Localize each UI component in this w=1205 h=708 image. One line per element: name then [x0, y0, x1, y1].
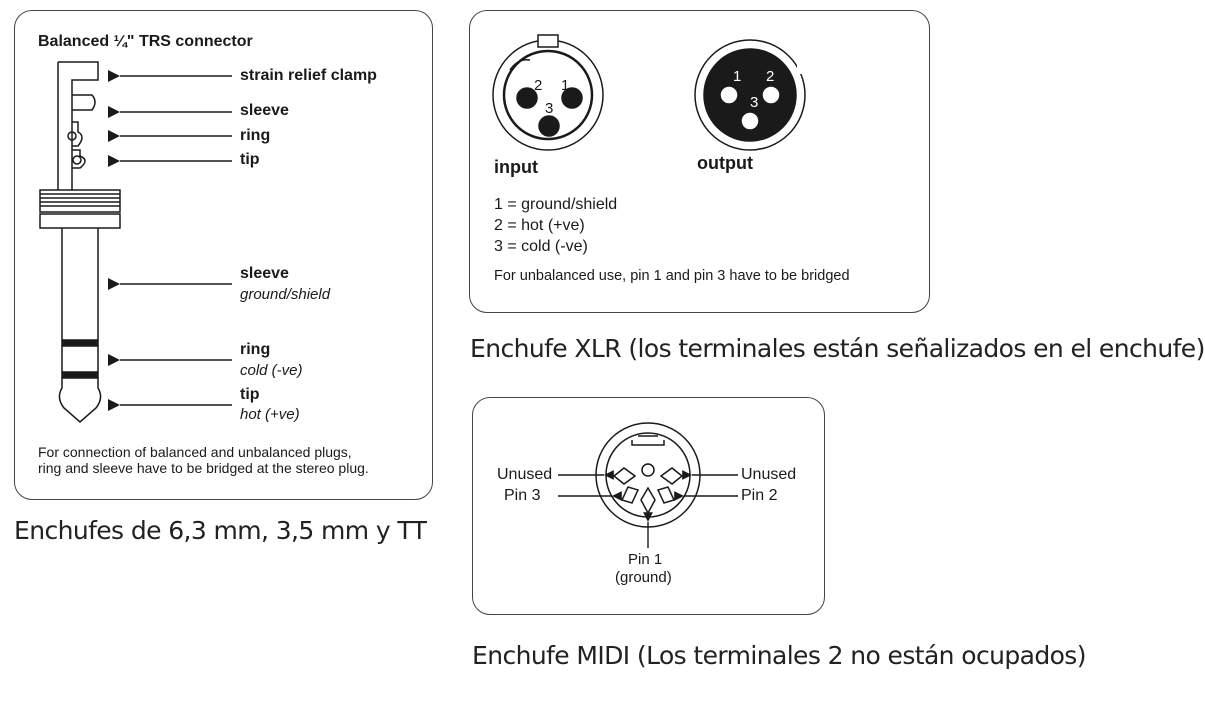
midi-pin-unused-right	[661, 468, 682, 484]
xlr-input-label: input	[494, 157, 538, 177]
midi-pin-1	[641, 488, 655, 513]
xlr-output-label: output	[697, 153, 753, 173]
xlr-note: For unbalanced use, pin 1 and pin 3 have to be bridged	[494, 268, 850, 284]
xlr-input-pin-label-3: 3	[545, 100, 554, 117]
label-tip-top: tip	[240, 151, 260, 168]
label-sleeve-top: sleeve	[240, 102, 289, 119]
label-ring-desc: cold (-ve)	[240, 362, 303, 379]
midi-label-pin3: Pin 3	[504, 487, 541, 504]
xlr-legend-1: 1 = ground/shield	[494, 196, 618, 213]
xlr-output-pin-label-1: 1	[733, 68, 742, 85]
midi-pin-3	[622, 487, 638, 503]
label-ring: ring	[240, 341, 271, 358]
trs-title: Balanced ¼" TRS connector	[38, 33, 253, 50]
xlr-legend-3: 3 = cold (-ve)	[494, 238, 588, 255]
label-sleeve: sleeve	[240, 265, 289, 282]
label-ring-top: ring	[240, 127, 271, 144]
label-sleeve-desc: ground/shield	[240, 286, 331, 303]
trs-note-line2: ring and sleeve have to be bridged at the stereo plug.	[38, 460, 369, 476]
midi-label-unused-left: Unused	[497, 466, 553, 483]
trs-note-line1: For connection of balanced and unbalanced plugs,	[38, 444, 352, 460]
midi-label-pin2: Pin 2	[741, 487, 778, 504]
midi-label-pin1-desc: (ground)	[615, 569, 672, 586]
midi-caption: Enchufe MIDI (Los terminales 2 no están ocupados)	[472, 641, 1086, 670]
xlr-input-pin-label-1: 1	[561, 77, 570, 94]
label-strain-relief-clamp: strain relief clamp	[240, 67, 377, 84]
xlr-input-pin-label-2: 2	[534, 77, 543, 94]
xlr-caption: Enchufe XLR (los terminales están señalizados en el enchufe)	[470, 334, 1205, 363]
midi-pin-unused-left	[614, 468, 635, 484]
label-tip: tip	[240, 386, 260, 403]
midi-center-hole	[642, 464, 654, 476]
midi-label-pin1: Pin 1	[628, 551, 663, 568]
midi-pin-2	[658, 487, 674, 503]
xlr-output-pin-label-2: 2	[766, 68, 775, 85]
midi-label-unused-right: Unused	[741, 466, 797, 483]
trs-caption: Enchufes de 6,3 mm, 3,5 mm y TT	[14, 516, 427, 545]
xlr-output-pin-label-3: 3	[750, 94, 759, 111]
midi-connector	[596, 423, 700, 527]
label-tip-desc: hot (+ve)	[240, 406, 300, 423]
xlr-legend-2: 2 = hot (+ve)	[494, 217, 585, 234]
